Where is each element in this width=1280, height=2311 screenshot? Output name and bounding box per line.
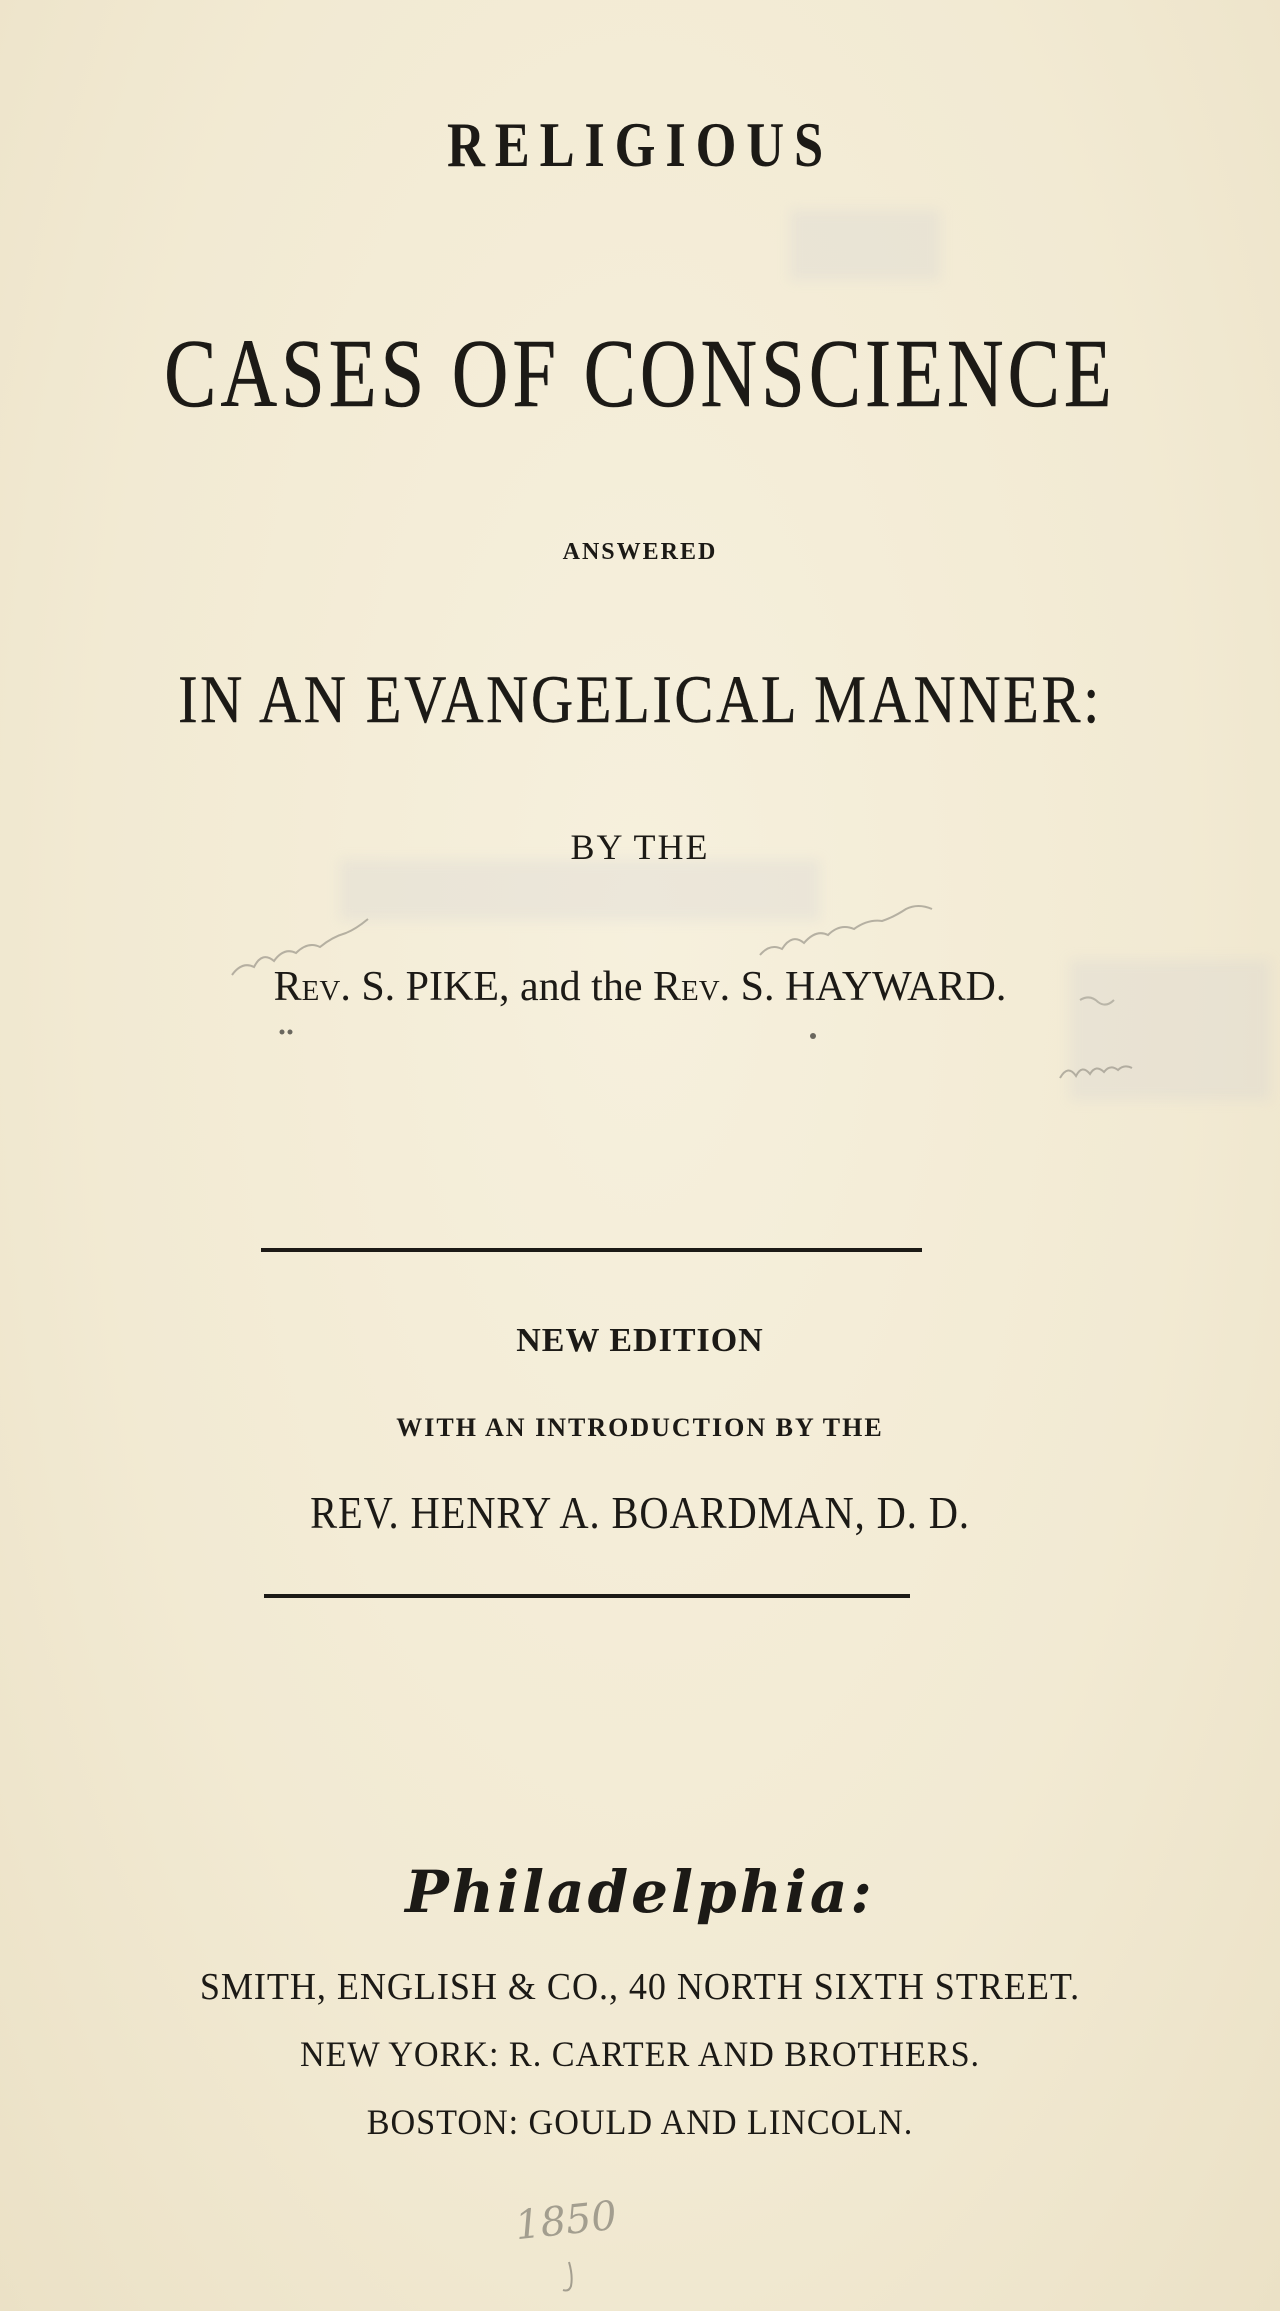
edition-label: NEW EDITION	[516, 1322, 764, 1359]
handwritten-mark	[555, 2258, 595, 2298]
authors-line	[0, 963, 1280, 1011]
show-through-smudge	[340, 860, 820, 920]
handwritten-year: 1850	[512, 2192, 619, 2250]
author1-title: Rev.	[273, 964, 351, 1010]
imprint-city: Philadelphia:	[405, 1858, 875, 1926]
publisher-boston: BOSTON: GOULD AND LINCOLN.	[366, 2102, 914, 2142]
introduction-label: WITH AN INTRODUCTION BY THE	[396, 1413, 884, 1442]
horizontal-rule	[264, 1594, 910, 1598]
authors-conjunction: and the	[520, 964, 643, 1010]
horizontal-rule	[261, 1248, 922, 1252]
author2-title: Rev.	[652, 964, 731, 1010]
title-cases-of-conscience: CASES OF CONSCIENCE	[164, 320, 1116, 428]
introducer-name: REV. HENRY A. BOARDMAN, D. D.	[310, 1487, 970, 1538]
author1-name: S. PIKE,	[361, 964, 510, 1010]
subtitle-evangelical-manner: IN AN EVANGELICAL MANNER:	[178, 661, 1102, 737]
show-through-smudge	[790, 210, 940, 280]
by-the-label: BY THE	[570, 827, 710, 867]
publisher-philadelphia: SMITH, ENGLISH & CO., 40 NORTH SIXTH STREET.	[199, 1966, 1081, 2008]
title-religious: RELIGIOUS	[446, 109, 834, 180]
author2-name: S. HAYWARD.	[740, 964, 1007, 1010]
publisher-new-york: NEW YORK: R. CARTER AND BROTHERS.	[299, 2034, 981, 2074]
answered-label: ANSWERED	[562, 539, 718, 565]
